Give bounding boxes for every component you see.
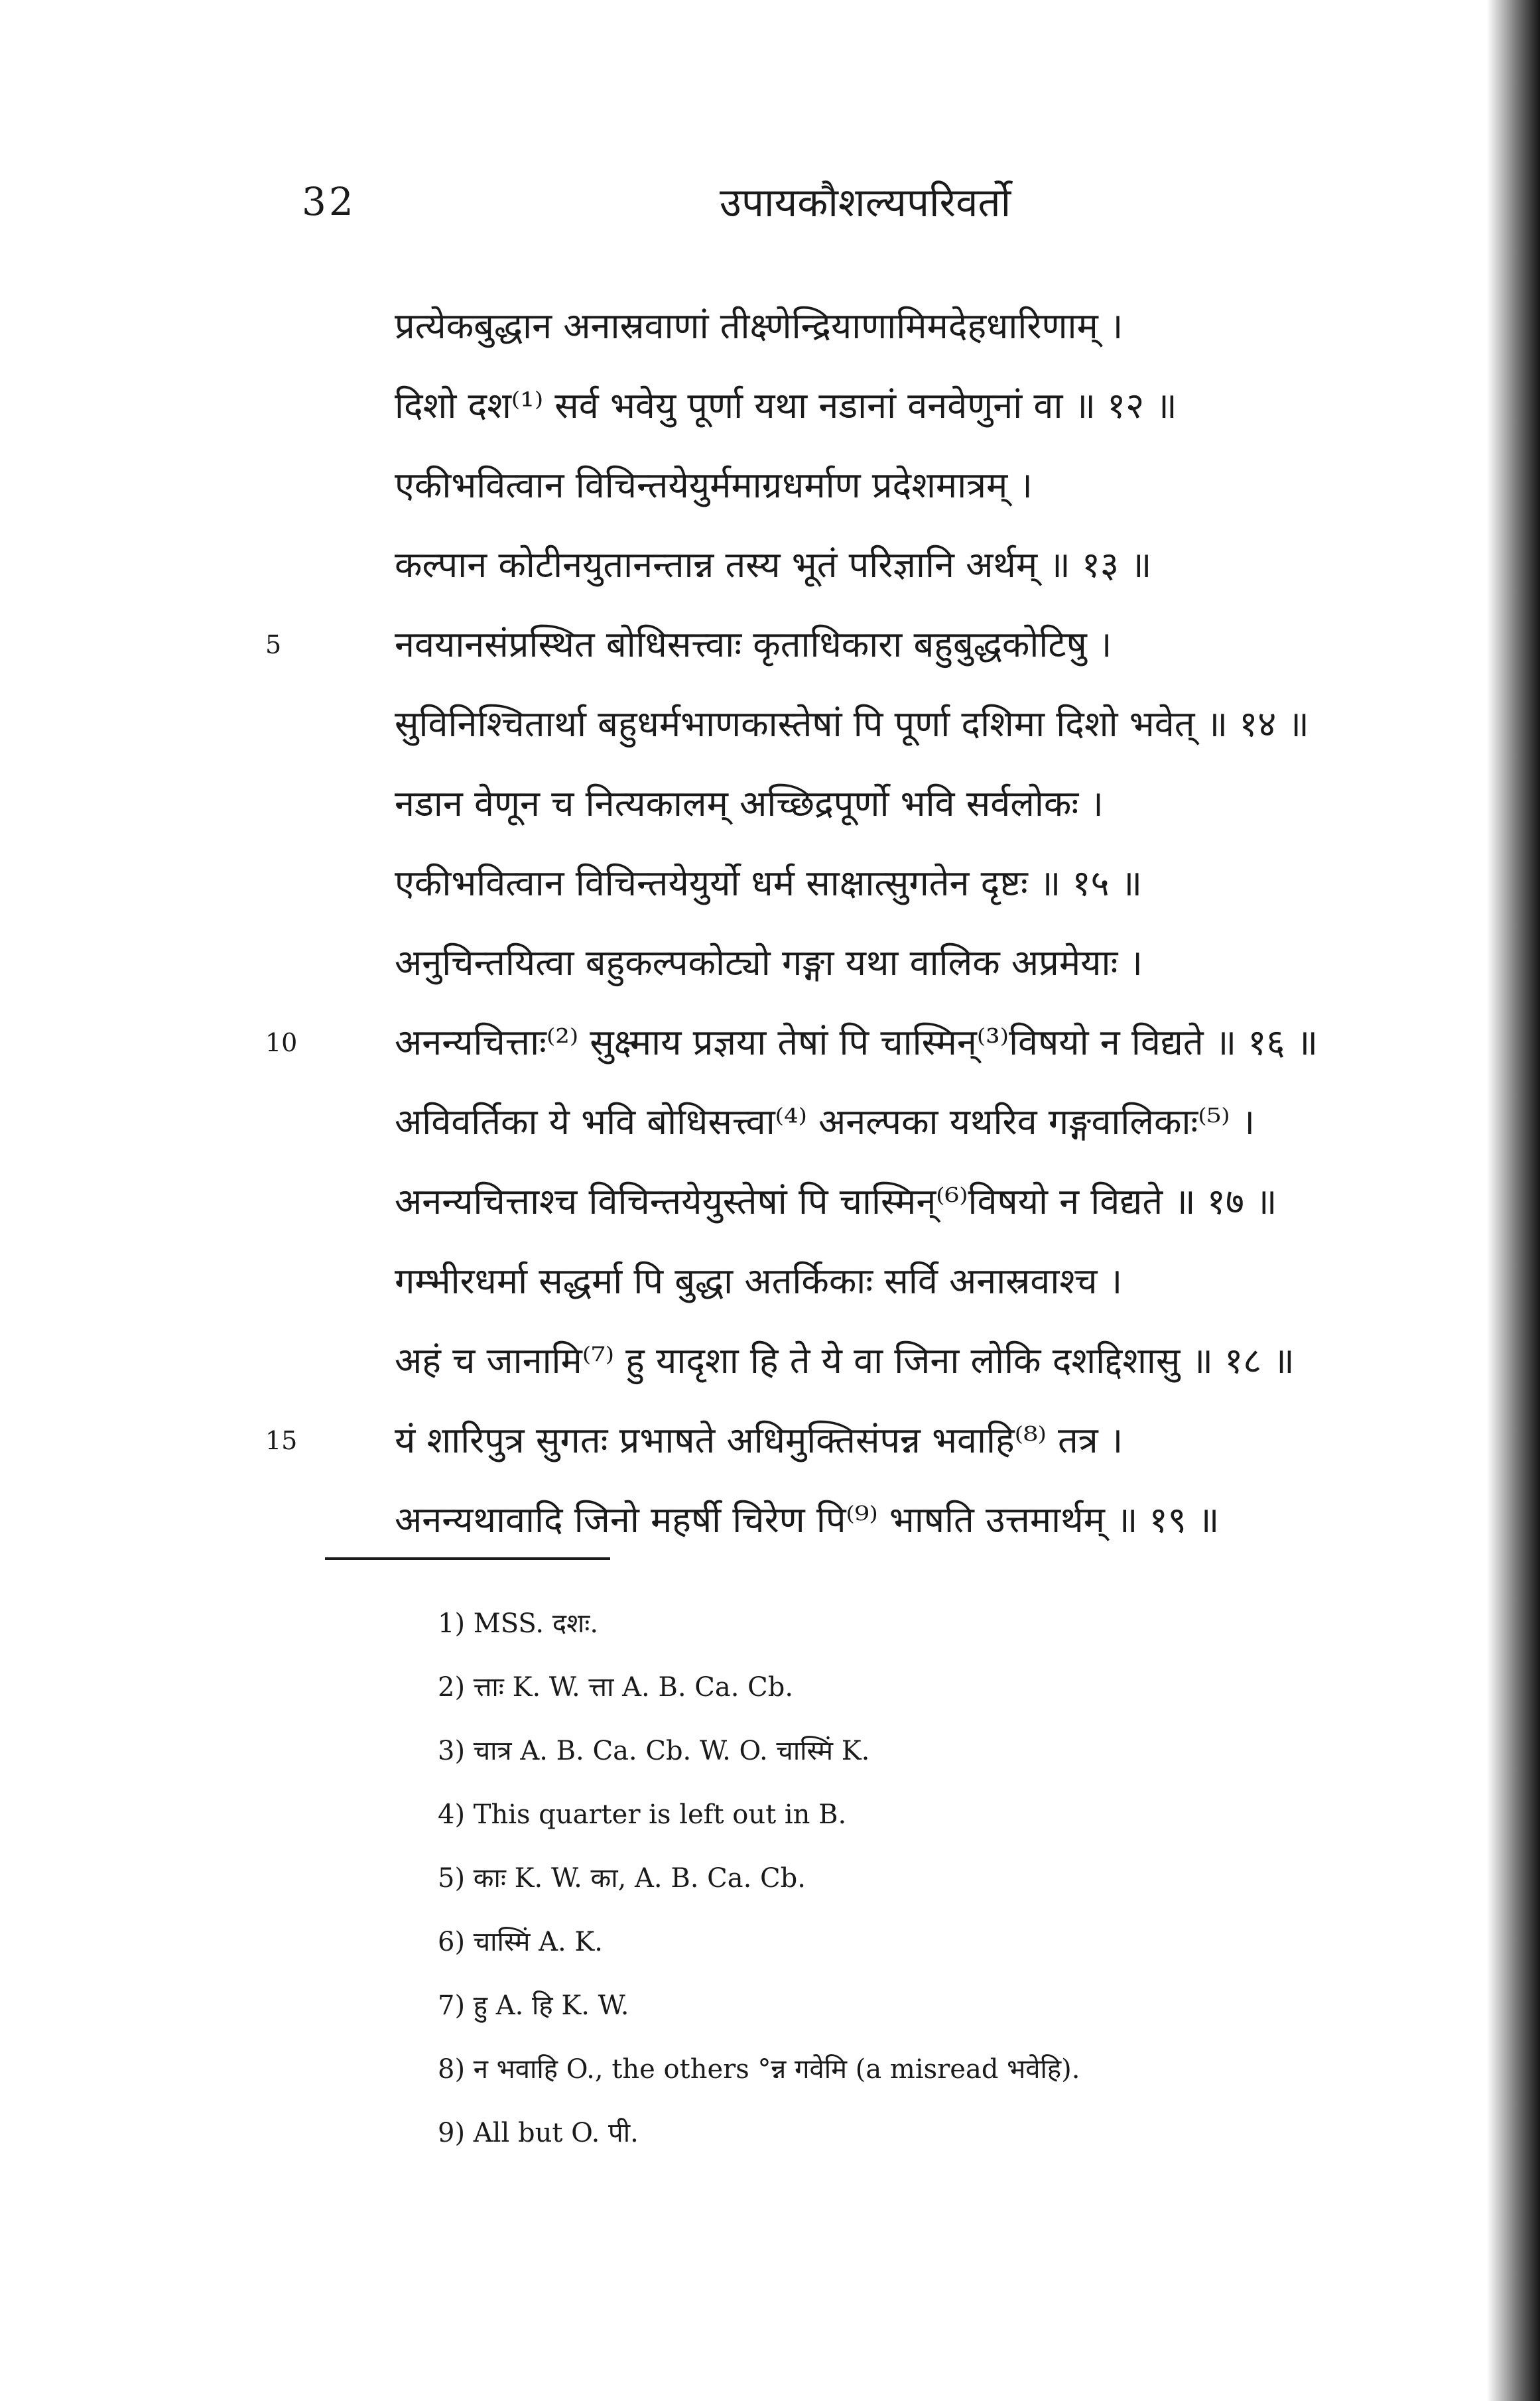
- verse-line: अनन्यथावादि जिनो महर्षी चिरेण पि⁽⁹⁾ भाषति उत्तमार्थम् ॥ १९ ॥: [395, 1499, 1220, 1541]
- verse-line: अविवर्तिका ये भवि बोधिसत्त्वा⁽⁴⁾ अनल्पका यथरिव गङ्गवालिकाः⁽⁵⁾ ।: [395, 1101, 1255, 1143]
- verse-line: एकीभवित्वान विचिन्तयेयुर्यो धर्म साक्षात्सुगतेन दृष्टः ॥ १५ ॥: [395, 862, 1143, 904]
- page-edge-shadow: [1487, 0, 1540, 2401]
- footnote: 2) त्ताः K. W. त्ता A. B. Ca. Cb.: [438, 1672, 794, 1703]
- verse-line: अनुचिन्तयित्वा बहुकल्पकोट्यो गङ्गा यथा वालिक अप्रमेयाः ।: [395, 942, 1143, 984]
- verse-line: कल्पान कोटीनयुतानन्तान्न तस्य भूतं परिज्ञानि अर्थम् ॥ १३ ॥: [395, 544, 1152, 586]
- footnote: 4) This quarter is left out in B.: [438, 1799, 847, 1830]
- verse-line: यं शारिपुत्र सुगतः प्रभाषते अधिमुक्तिसंपन्न भवाहि⁽⁸⁾ तत्र ।: [395, 1419, 1123, 1461]
- footnote: 8) न भवाहि O., the others °न्न गवेमि (a misread भवेहि).: [438, 2054, 1080, 2085]
- page-number: 32: [302, 179, 356, 224]
- line-number: 10: [265, 1028, 298, 1057]
- footnote-rule: [325, 1557, 610, 1560]
- footnote: 6) चास्मिं A. K.: [438, 1927, 603, 1957]
- verse-line: नडान वेणून च नित्यकालम् अच्छिद्रपूर्णो भवि सर्वलोकः ।: [395, 783, 1104, 824]
- footnote: 9) All but O. पी.: [438, 2118, 639, 2148]
- verse-line: अहं च जानामि⁽⁷⁾ हु यादृशा हि ते ये वा जिना लोकि दशद्दिशासु ॥ १८ ॥: [395, 1340, 1295, 1382]
- verse-line: अनन्यचित्ताः⁽²⁾ सुक्ष्माय प्रज्ञया तेषां पि चास्मिन्⁽³⁾विषयो न विद्यते ॥ १६ ॥: [395, 1021, 1318, 1063]
- verse-line: दिशो दश⁽¹⁾ सर्व भवेयु पूर्णा यथा नडानां वनवेणुनां वा ॥ १२ ॥: [395, 385, 1177, 426]
- verse-line: एकीभवित्वान विचिन्तयेयुर्ममाग्रधर्माण प्रदेशमात्रम् ।: [395, 464, 1033, 506]
- page-header: [0, 174, 1540, 233]
- line-number: 5: [265, 630, 282, 659]
- line-number: 15: [265, 1426, 298, 1455]
- verse-line: गम्भीरधर्मा सद्धर्मा पि बुद्धा अतर्किकाः सर्वि अनास्रवाश्च ।: [395, 1260, 1123, 1302]
- footnote: 1) MSS. दशः.: [438, 1608, 599, 1639]
- running-title: उपायकौशल्यपरिवर्तो: [720, 180, 1011, 226]
- footnote: 5) काः K. W. का, A. B. Ca. Cb.: [438, 1863, 806, 1894]
- verse-line: प्रत्येकबुद्धान अनास्रवाणां तीक्ष्णेन्द्रियाणामिमदेहधारिणाम् ।: [395, 305, 1123, 347]
- footnote: 3) चात्र A. B. Ca. Cb. W. O. चास्मिं K.: [438, 1736, 870, 1766]
- verse-line: अनन्यचित्ताश्च विचिन्तयेयुस्तेषां पि चास्मिन्⁽⁶⁾विषयो न विद्यते ॥ १७ ॥: [395, 1181, 1277, 1222]
- verse-line: नवयानसंप्रस्थित बोधिसत्त्वाः कृताधिकारा बहुबुद्धकोटिषु ।: [395, 623, 1112, 665]
- verse-line: सुविनिश्चितार्था बहुधर्मभाणकास्तेषां पि पूर्णा दशिमा दिशो भवेत् ॥ १४ ॥: [395, 703, 1309, 745]
- footnote: 7) हु A. हि K. W.: [438, 1990, 629, 2021]
